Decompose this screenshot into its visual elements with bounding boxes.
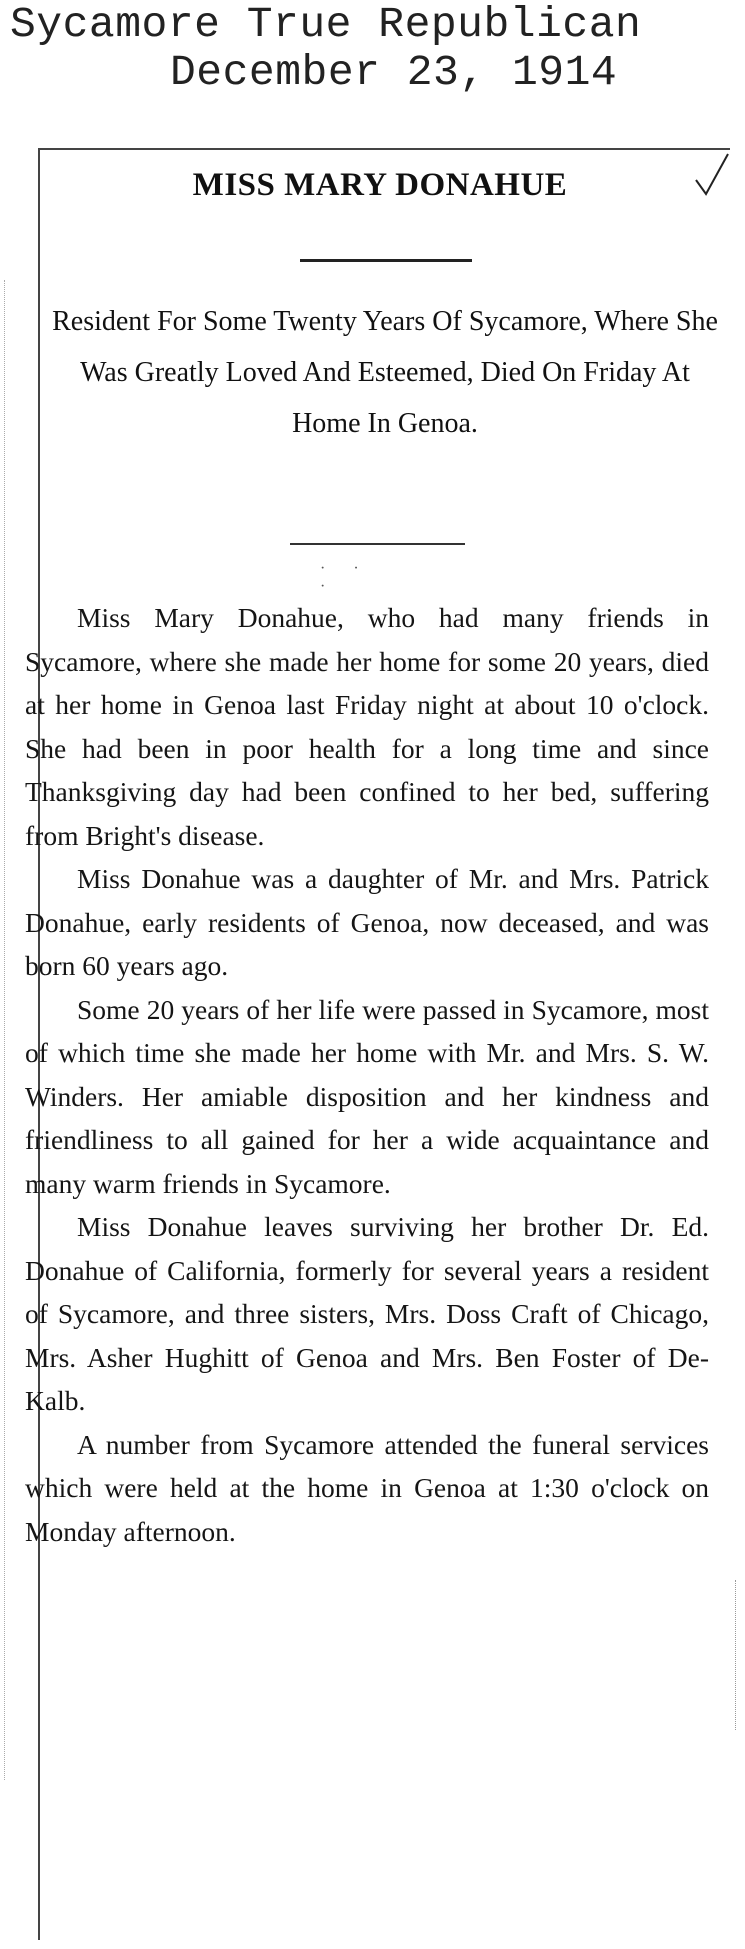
newspaper-name: Sycamore True Republican: [10, 0, 642, 49]
article-paragraph: A number from Sycamore attended the funeral services which were held at the home in Genoa at 1:30 o'clock on Monday afternoon.: [25, 1428, 709, 1547]
article-body: [25, 596, 709, 1553]
article-paragraph: Miss Mary Donahue, who had many friends in Sycamore, where she made her home for some 20 years, died at her home in Genoa last Friday night at about 10 o'clock. She had been in poor health for a long time and since Thanksgiving day had been confined to her bed, suffering from Bright's disease.: [25, 602, 709, 851]
print-specks: · · ·: [320, 560, 371, 595]
headline-divider: [300, 259, 472, 262]
article-paragraph: Miss Donahue leaves surviving her brother Dr. Ed. Donahue of California, formerly for several years a resident of Sycamore, and three sisters, Mrs. Doss Craft of Chicago, Mrs. Asher Hughitt of Genoa and Mrs. Ben Foster of De-Kalb.: [25, 1211, 709, 1416]
scan-edge-artifact-right: [735, 1580, 744, 1730]
article-subheadline: Resident For Some Twenty Years Of Sycamore, Where She Was Greatly Loved And Esteemed, Died On Friday At Home In Genoa.: [52, 306, 718, 439]
subheadline-divider: [290, 543, 465, 545]
article-paragraph: Some 20 years of her life were passed in Sycamore, most of which time she made her home with Mr. and Mrs. S. W. Winders. Her amiable disposition and her kindness and friendliness to all gained for her a wide acquaintance and many warm friends in Sycamore.: [25, 993, 709, 1199]
article-paragraph: Miss Donahue was a daughter of Mr. and Mrs. Patrick Donahue, early residents of Genoa, now deceased, and was born 60 years ago.: [25, 863, 709, 981]
scan-edge-artifact: [4, 280, 11, 1780]
publication-date: December 23, 1914: [170, 48, 618, 97]
article-headline: MISS MARY DONAHUE: [192, 167, 568, 203]
